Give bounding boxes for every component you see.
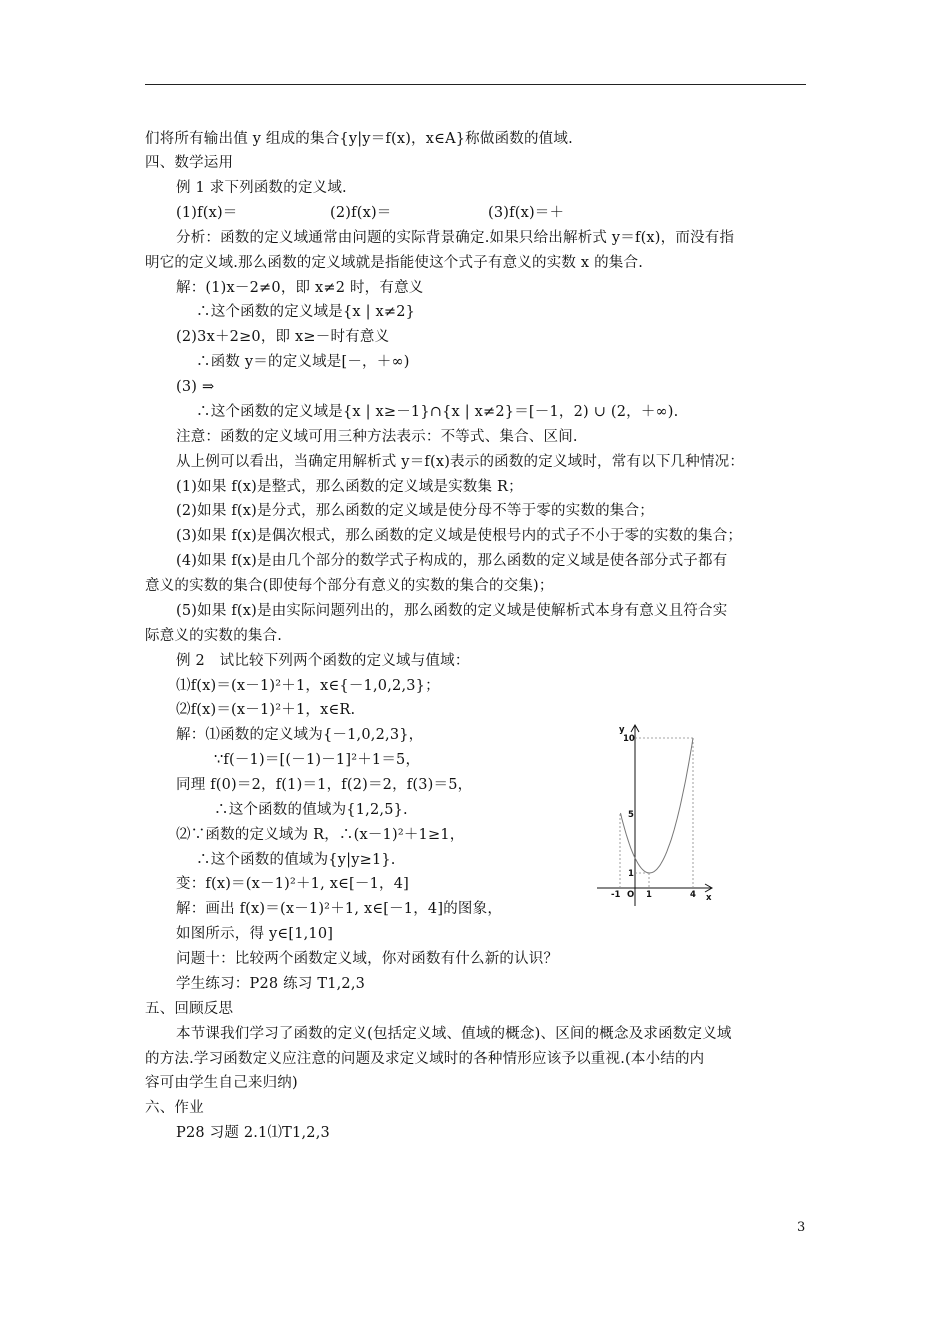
example-2-range-1: ∴这个函数的值域为{1,2,5}. bbox=[214, 802, 408, 818]
value-range-definition: 们将所有输出值 y 组成的集合{y|y＝f(x)，x∈A}称做函数的值域. bbox=[145, 131, 573, 147]
solution-3-result: ∴这个函数的定义域是{x | x≥－1}∩{x | x≠2}＝[－1，2) ∪ (2，＋∞). bbox=[196, 404, 679, 420]
x-tick-4: 4 bbox=[690, 890, 696, 900]
example-2-title: 例 2 试比较下列两个函数的定义域与值域： bbox=[176, 653, 470, 669]
homework-line: P28 习题 2.1⑴T1,2,3 bbox=[176, 1125, 330, 1141]
header-rule bbox=[145, 84, 806, 85]
example-2-calc-2: 同理 f(0)＝2，f(1)＝1，f(2)＝2，f(3)＝5， bbox=[176, 777, 473, 793]
case-4-line-1: (4)如果 f(x)是由几个部分的数学式子构成的，那么函数的定义域是使各部分式子都有 bbox=[176, 553, 728, 569]
solution-1-step: 解：(1)x－2≠0，即 x≠2 时，有意义 bbox=[176, 280, 424, 296]
example-2-range-2: ∴这个函数的值域为{y|y≥1}. bbox=[196, 852, 396, 868]
case-3: (3)如果 f(x)是偶次根式，那么函数的定义域是使根号内的式子不小于零的实数的集合； bbox=[176, 528, 743, 544]
origin-label: O bbox=[627, 890, 635, 900]
variant-solution: 解：画出 f(x)＝(x－1)²＋1, x∈[－1，4]的图象， bbox=[176, 901, 503, 917]
example-1-part-2: (2)f(x)＝ bbox=[330, 205, 392, 221]
note-line: 注意：函数的定义域可用三种方法表示：不等式、集合、区间. bbox=[176, 429, 578, 445]
example-2-solution-2: ⑵∵函数的定义域为 R，∴(x－1)²＋1≥1， bbox=[176, 827, 465, 843]
y-tick-10: 10 bbox=[623, 734, 635, 744]
section-heading-6: 六、作业 bbox=[145, 1100, 204, 1116]
example-2-part-2: ⑵f(x)＝(x－1)²＋1，x∈R. bbox=[176, 702, 356, 718]
student-exercise: 学生练习：P28 练习 T1,2,3 bbox=[176, 976, 366, 992]
section-heading-4: 四、数学运用 bbox=[145, 155, 234, 171]
section-heading-5: 五、回顾反思 bbox=[145, 1001, 234, 1017]
question-ten: 问题十：比较两个函数定义域，你对函数有什么新的认识？ bbox=[176, 951, 559, 967]
analysis-line-2: 明它的定义域.那么函数的定义域就是指能使这个式子有意义的实数 x 的集合. bbox=[145, 255, 644, 271]
variant-result: 如图所示，得 y∈[1,10] bbox=[176, 926, 334, 942]
case-5-line-1: (5)如果 f(x)是由实际问题列出的，那么函数的定义域是使解析式本身有意义且符合实 bbox=[176, 603, 728, 619]
page-number: 3 bbox=[797, 1220, 806, 1235]
solution-3-step: (3) ⇒ bbox=[176, 379, 215, 395]
y-axis-label: y bbox=[619, 725, 625, 735]
review-line-3: 容可由学生自己来归纳) bbox=[145, 1075, 298, 1091]
case-5-line-2: 际意义的实数的集合. bbox=[145, 628, 283, 644]
case-1: (1)如果 f(x)是整式，那么函数的定义域是实数集 R； bbox=[176, 479, 523, 495]
parabola-curve bbox=[621, 738, 694, 873]
example-1-part-1: (1)f(x)＝ bbox=[176, 205, 238, 221]
y-tick-1: 1 bbox=[628, 869, 634, 879]
example-1-title: 例 1 求下列函数的定义域. bbox=[176, 180, 347, 196]
x-axis-label: x bbox=[706, 893, 712, 903]
example-2-calc-1: ∵f(－1)＝[(－1)－1]²＋1＝5， bbox=[214, 752, 421, 768]
case-2: (2)如果 f(x)是分式，那么函数的定义域是使分母不等于零的实数的集合； bbox=[176, 503, 654, 519]
example-2-part-1: ⑴f(x)＝(x－1)²＋1，x∈{－1,0,2,3}； bbox=[176, 678, 440, 694]
example-2-solution-1: 解：⑴函数的定义域为{－1,0,2,3}， bbox=[176, 727, 424, 743]
x-tick-1: 1 bbox=[646, 890, 652, 900]
solution-2-result: ∴函数 y＝的定义域是[－，＋∞) bbox=[196, 354, 410, 370]
analysis-line-1: 分析：函数的定义域通常由问题的实际背景确定.如果只给出解析式 y＝f(x)，而没有指 bbox=[176, 230, 735, 246]
variant-title: 变：f(x)＝(x－1)²＋1, x∈[－1，4] bbox=[176, 876, 410, 892]
case-4-line-2: 意义的实数的集合(即使每个部分有意义的实数的集合的交集)； bbox=[145, 578, 554, 594]
cases-intro: 从上例可以看出，当确定用解析式 y＝f(x)表示的函数的定义域时，常有以下几种情况： bbox=[176, 454, 745, 470]
example-1-part-3: (3)f(x)＝＋ bbox=[488, 205, 565, 221]
parabola-graph bbox=[597, 718, 722, 908]
y-tick-5: 5 bbox=[628, 810, 634, 820]
review-line-2: 的方法.学习函数定义应注意的问题及求定义域时的各种情形应该予以重视.(本小结的内 bbox=[145, 1051, 705, 1067]
review-line-1: 本节课我们学习了函数的定义(包括定义域、值域的概念)、区间的概念及求函数定义域 bbox=[176, 1026, 732, 1042]
solution-2-step: (2)3x＋2≥0，即 x≥－时有意义 bbox=[176, 329, 390, 345]
x-tick-neg1: -1 bbox=[611, 890, 621, 900]
solution-1-result: ∴这个函数的定义域是{x | x≠2} bbox=[196, 304, 416, 320]
